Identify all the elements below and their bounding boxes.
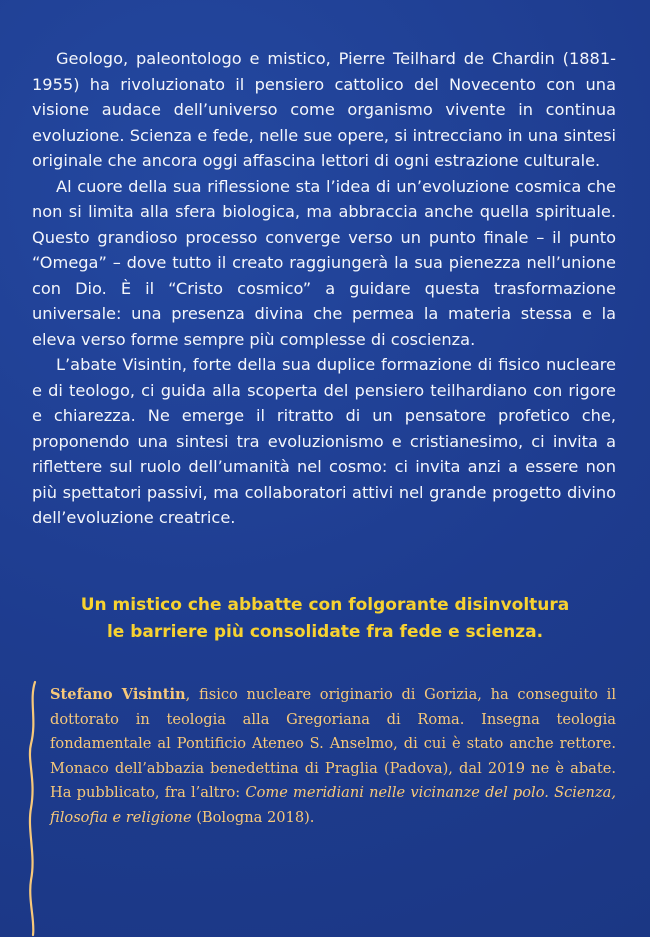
- tagline-line-1: Un mistico che abbatte con folgorante disinvoltura: [80, 595, 570, 615]
- blurb-paragraph: Geologo, paleontologo e mistico, Pierre Teilhard de Chardin (1881-1955) ha rivoluzionato il pensiero cattolico del Novecento con una visione audace dell’universo come organismo vivente in continua evoluzione. Scienza e fede, nelle sue opere, si intrecciano in una sintesi originale che ancora oggi affascina lettori di ogni estrazione culturale.: [32, 49, 616, 170]
- decorative-brace-icon: [26, 680, 40, 937]
- bio-text-2: (Bologna 2018).: [191, 808, 315, 826]
- tagline-line-2: le barriere più consolidate fra fede e scienza.: [106, 622, 544, 642]
- blurb-paragraph: L’abate Visintin, forte della sua duplice formazione di fisico nucleare e di teologo, ci guida alla scoperta del pensiero teilhardiano con rigore e chiarezza. Ne emerge il ritratto di un pensatore profetico che, proponendo una sintesi tra evoluzionismo e cristianesimo, ci invita a riflettere sul ruolo dell’umanità nel cosmo: ci invita anzi a essere non più spettatori passivi, ma collaboratori attivi nel grande progetto divino dell’evoluzione creatrice.: [32, 355, 616, 527]
- blurb-paragraph: Al cuore della sua riflessione sta l’idea di un’evoluzione cosmica che non si limita alla sfera biologica, ma abbraccia anche quella spirituale. Questo grandioso processo converge verso un punto finale – il punto “Omega” – dove tutto il creato raggiungerà la sua pienezza nell’unione con Dio. È il “Cristo cosmico” a guidare questa trasformazione universale: una presenza divina che permea la materia stessa e la eleva verso forme sempre più complesse di coscienza.: [32, 176, 616, 349]
- bio-text-1: , fisico nucleare originario di Gorizia, ha conseguito il dottorato in teologia alla Gregoriana di Roma. Insegna teologia fondamentale al Pontificio Ateneo S. Anselmo, di cui è stato anche rettore. Monaco dell’abbazia benedettina di Praglia (Padova), dal 2019 ne è abate. Ha pubblicato, fra l’altro:: [50, 686, 616, 801]
- back-cover-blurb: [32, 46, 616, 531]
- tagline: [0, 592, 650, 646]
- author-bio: [50, 683, 616, 830]
- book-title: Come meridiani nelle vicinanze del polo. Scienza, filosofia e religione: [50, 784, 616, 826]
- author-name: Stefano Visintin: [50, 686, 186, 703]
